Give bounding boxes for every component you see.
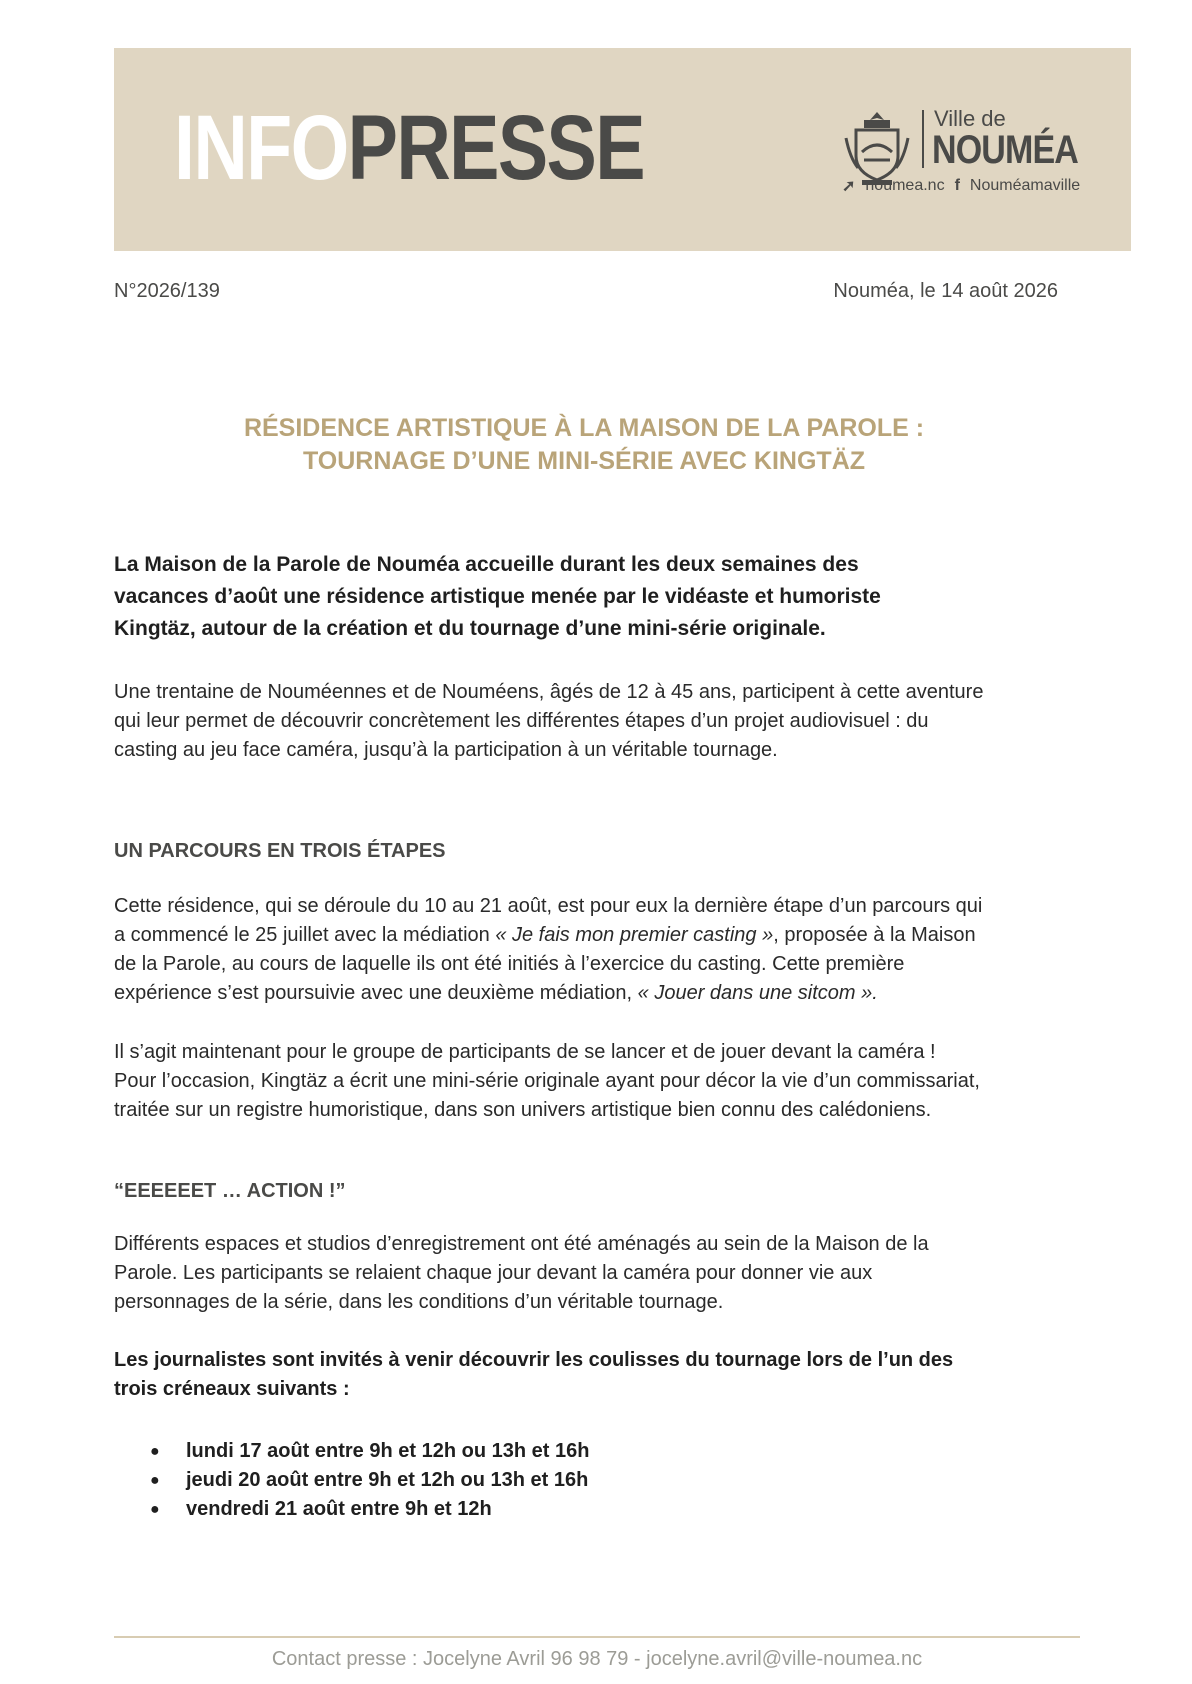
logo-presse-word: PRESSE [347,97,644,199]
press-contact: Contact presse : Jocelyne Avril 96 98 79 - jocelyne.avril@ville-noumea.nc [271,1648,923,1670]
slot-text: lundi 17 août entre 9h et 12h ou 13h et 16h [186,1440,590,1462]
journalists-invite [114,1346,1094,1404]
intro-paragraph [114,678,1094,765]
text-line [114,921,1094,950]
text-line: Parole. Les participants se relaient chaque jour devant la caméra pour donner vie aux [114,1262,873,1284]
release-number: N°2026/139 [114,280,220,302]
social-links [842,176,1080,196]
slot-text: jeudi 20 août entre 9h et 12h ou 13h et 16h [186,1469,589,1491]
slots-list [150,1437,589,1524]
studios-paragraph [114,1230,1094,1317]
text-span: a commencé le 25 juillet avec la médiation [114,924,496,946]
text-line: traitée sur un registre humoristique, dans son univers artistique bien connu des calédoniens. [114,1099,932,1121]
bullet-icon: ● [150,1443,160,1460]
bullet-icon: ● [150,1501,160,1518]
kingtaz-paragraph [114,1038,1094,1125]
text-line: Il s’agit maintenant pour le groupe de participants de se lancer et de jouer devant la caméra ! [114,1041,936,1063]
logo-divider [922,110,924,168]
facebook-link[interactable]: Nouméamaville [969,177,1081,194]
city-logo [842,104,1102,204]
text-line: de la Parole, au cours de laquelle ils ont été initiés à l’exercice du casting. Cette première [114,953,905,975]
text-line: Cette résidence, qui se déroule du 10 au 21 août, est pour eux la dernière étape d’un parcours qui [114,895,983,917]
text-line: qui leur permet de découvrir concrètement les différentes étapes d’un projet audiovisuel : du [114,710,929,732]
text-line: casting au jeu face caméra, jusqu’à la participation à un véritable tournage. [114,739,778,761]
text-line: Différents espaces et studios d’enregistrement ont été aménagés au sein de la Maison de la [114,1233,929,1255]
text-span: expérience s’est poursuivie avec une deuxième médiation, [114,982,638,1004]
text-line: trois créneaux suivants : [114,1378,350,1400]
section-heading-parcours: UN PARCOURS EN TROIS ÉTAPES [114,840,446,862]
title-line: TOURNAGE D’UNE MINI-SÉRIE AVEC KINGTÄZ [302,447,866,475]
list-item [150,1466,589,1495]
section-heading-action: “EEEEEET … ACTION !” [114,1180,346,1202]
italic-quote: « Je fais mon premier casting » [495,924,774,946]
website-link[interactable]: noumea.nc [865,177,945,194]
logo-info-word: INFO [174,97,348,199]
page-title [114,412,1054,478]
noumea-label: NOUMÉA [932,128,1079,172]
bullet-icon: ● [150,1472,160,1489]
release-date: Nouméa, le 14 août 2026 [833,280,1058,302]
facebook-icon: f [954,177,960,194]
footer-divider [114,1636,1080,1638]
text-line: personnages de la série, dans les conditions d’un véritable tournage. [114,1291,724,1313]
lead-line: vacances d’août une résidence artistique menée par le vidéaste et humoriste [114,585,881,608]
ville-de-label: Ville de [934,106,1006,131]
lead-line: Kingtäz, autour de la création et du tournage d’une mini-série originale. [114,617,826,640]
slot-text: vendredi 21 août entre 9h et 12h [186,1498,492,1520]
list-item [150,1495,589,1524]
title-line: RÉSIDENCE ARTISTIQUE À LA MAISON DE LA PAROLE : [243,414,925,442]
info-presse-logo [174,98,644,198]
lead-paragraph [114,549,1074,645]
text-line: Une trentaine de Nouméennes et de Nouméens, âgés de 12 à 45 ans, participent à cette aventure [114,681,984,703]
send-icon: ➚ [842,178,856,195]
list-item [150,1437,589,1466]
text-line [114,979,1094,1008]
lead-line: La Maison de la Parole de Nouméa accueille durant les deux semaines des [114,553,859,576]
text-span: , proposée à la Maison [773,924,976,946]
italic-quote: « Jouer dans une sitcom ». [637,982,878,1004]
parcours-paragraph [114,892,1094,1008]
text-line: Pour l’occasion, Kingtäz a écrit une mini-série originale ayant pour décor la vie d’un commissariat, [114,1070,980,1092]
text-line: Les journalistes sont invités à venir découvrir les coulisses du tournage lors de l’un des [114,1349,954,1371]
header-banner [114,48,1131,251]
